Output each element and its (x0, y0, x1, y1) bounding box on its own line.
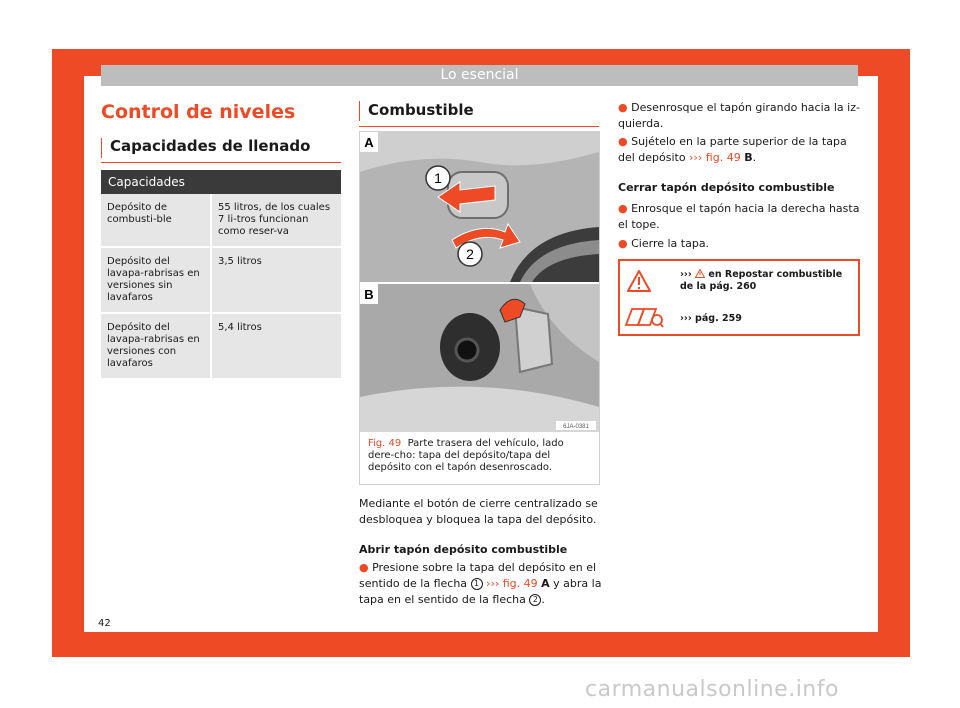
caption-ref: Fig. 49 (368, 438, 402, 449)
chapter-title: Control de niveles (101, 101, 296, 123)
section-title: Capacidades de llenado (101, 137, 341, 163)
warning-triangle-icon (626, 269, 652, 293)
bullet-icon: ● (618, 135, 628, 148)
step-unscrew: ● Desenrosque el tapón girando hacia la iz-quierda. (618, 101, 860, 130)
watermark-text: carmanualsonline.info (585, 677, 839, 702)
step-close: ● Cierre la tapa. (618, 237, 710, 250)
manual-book-icon (624, 305, 664, 329)
manual-note-link[interactable]: ››› pág. 259 (680, 313, 742, 324)
panel-label-b: B (364, 287, 374, 302)
callout-2-inline: 2 (529, 594, 541, 606)
step-hold: ● Sujételo en la parte superior de la tapa del depósito ››› fig. 49 B. (618, 135, 847, 164)
table-cell: 3,5 litros (211, 247, 341, 313)
warning-note-link[interactable]: en Repostar combustible de la pág. 260 (680, 269, 843, 292)
fuel-section-title: Combustible (359, 101, 599, 127)
table-cell: Depósito del lavapa-rabrisas en versiones con lavafaros (101, 313, 211, 379)
table-header: Capacidades (101, 170, 341, 194)
table-cell: 55 litros, de los cuales 7 li-tros funcionan como reser-va (211, 194, 341, 247)
bullet-icon: ● (359, 561, 369, 574)
figure-code: 6JA-0381 (563, 424, 589, 430)
callout-1: 1 (434, 170, 442, 186)
fuel-flap-illustration (360, 132, 599, 432)
page-number: 42 (98, 618, 111, 629)
table-cell: Depósito del lavapa-rabrisas en versiones sin lavafaros (101, 247, 211, 313)
panel-label-a: A (364, 135, 374, 150)
step-screw: ● Enrosque el tapón hacia la derecha hasta el tope. (618, 202, 860, 231)
capacities-table (101, 170, 341, 380)
table-cell: 5,4 litros (211, 313, 341, 379)
intro-paragraph: Mediante el botón de cierre centralizado se desbloquea y bloquea la tapa del depósito. (359, 497, 598, 526)
section-header-bar: Lo esencial (101, 65, 858, 86)
table-row (101, 313, 341, 379)
callout-1-inline: 1 (471, 578, 483, 590)
table-row (101, 247, 341, 313)
warning-note-box (618, 259, 860, 336)
figure-49 (359, 131, 600, 485)
bullet-icon: ● (618, 101, 628, 114)
table-row (101, 194, 341, 247)
figure-caption (368, 438, 592, 474)
warning-triangle-small-icon (695, 269, 705, 278)
open-step: ● Presione sobre la tapa del depósito en el sentido de la flecha 1 ››› fig. 49 A y abra la tapa en el sentido de la flecha 2 . (359, 561, 602, 606)
callout-2: 2 (466, 246, 474, 262)
open-heading: Abrir tapón depósito combustible (359, 543, 568, 556)
figure-link[interactable]: ››› fig. 49 (486, 577, 538, 590)
caption-text: Parte trasera del vehículo, lado dere-cho: tapa del depósito/tapa del depósito con el tapón desenroscado. (368, 438, 564, 473)
bullet-icon: ● (618, 237, 628, 250)
close-heading: Cerrar tapón depósito combustible (618, 181, 835, 194)
warning-note-text: ››› en Repostar combustible de la pág. 260 (680, 269, 843, 292)
bullet-icon: ● (618, 202, 628, 215)
table-cell: Depósito de combusti-ble (101, 194, 211, 247)
figure-link[interactable]: ››› fig. 49 (689, 151, 741, 164)
